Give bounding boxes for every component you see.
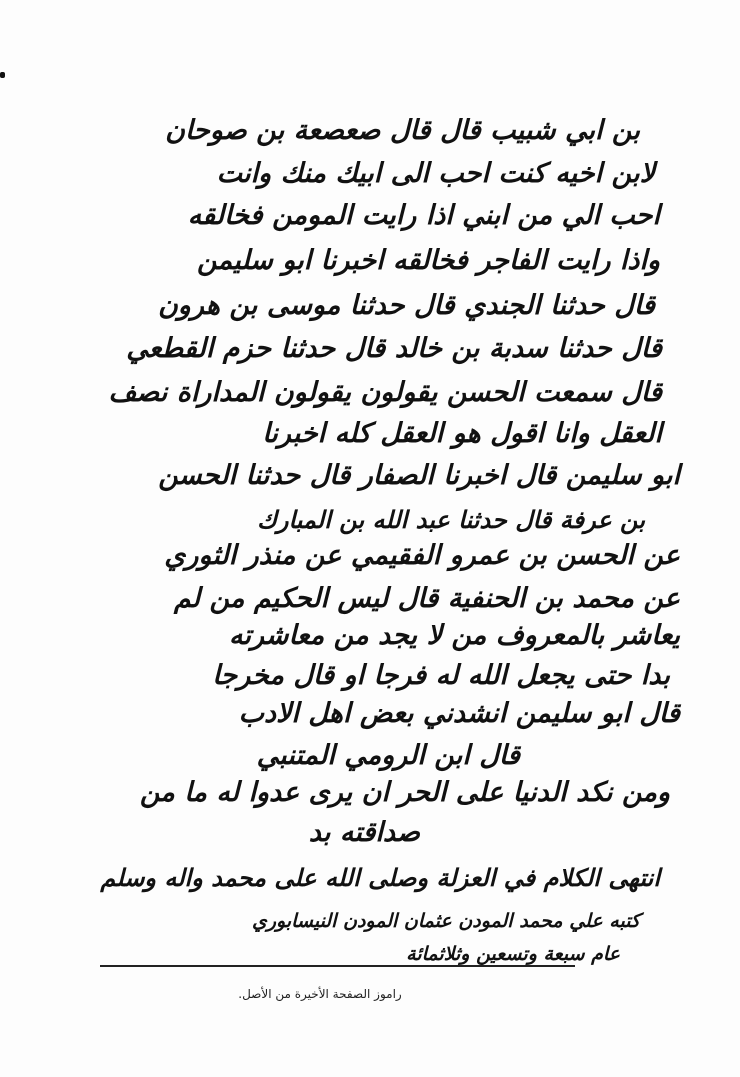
page-caption: راموز الصفحة الأخيرة من الأصل. <box>238 987 402 1001</box>
manuscript-line: العقل وانا اقول هو العقل كله اخبرنا <box>262 418 662 449</box>
manuscript-line: يعاشر بالمعروف من لا يجد من معاشرته <box>229 620 680 651</box>
manuscript-text <box>60 105 680 965</box>
manuscript-line: قال حدثنا الجندي قال حدثنا موسى بن هرون <box>157 290 655 321</box>
manuscript-line: بن ابي شبيب قال قال صعصعة بن صوحان <box>165 115 640 146</box>
manuscript-line: عن الحسن بن عمرو الفقيمي عن منذر الثوري <box>164 540 680 571</box>
manuscript-line: قال سمعت الحسن يقولون يقولون المداراة نصف <box>108 377 662 408</box>
manuscript-line: ومن نكد الدنيا على الحر ان يرى عدوا له ما من <box>139 777 670 808</box>
manuscript-line: احب الي من ابني اذا رايت المومن فخالقه <box>187 200 660 231</box>
manuscript-line: كتبه علي محمد المودن عثمان المودن النيسابوري <box>251 910 640 932</box>
manuscript-line: قال ابو سليمن انشدني بعض اهل الادب <box>238 698 680 729</box>
manuscript-line: انتهى الكلام في العزلة وصلى الله على محمد واله وسلم <box>100 863 660 892</box>
corner-mark <box>0 72 5 78</box>
divider-rule <box>100 965 575 967</box>
manuscript-line: صداقته بد <box>308 817 420 848</box>
manuscript-line: قال ابن الرومي المتنبي <box>256 740 520 771</box>
manuscript-line: قال حدثنا سدبة بن خالد قال حدثنا حزم القطعي <box>126 333 662 364</box>
manuscript-line: بن عرفة قال حدثنا عبد الله بن المبارك <box>257 505 645 534</box>
manuscript-line: واذا رايت الفاجر فخالقه اخبرنا ابو سليمن <box>197 245 660 276</box>
manuscript-line: بدا حتى يجعل الله له فرجا او قال مخرجا <box>212 660 670 691</box>
manuscript-line: عام سبعة وتسعين وثلاثمائة <box>406 943 620 965</box>
manuscript-line: ابو سليمن قال اخبرنا الصفار قال حدثنا الحسن <box>158 460 680 491</box>
manuscript-line: عن محمد بن الحنفية قال ليس الحكيم من لم <box>173 583 680 614</box>
manuscript-line: لابن اخيه كنت احب الى ابيك منك وانت <box>216 158 655 189</box>
